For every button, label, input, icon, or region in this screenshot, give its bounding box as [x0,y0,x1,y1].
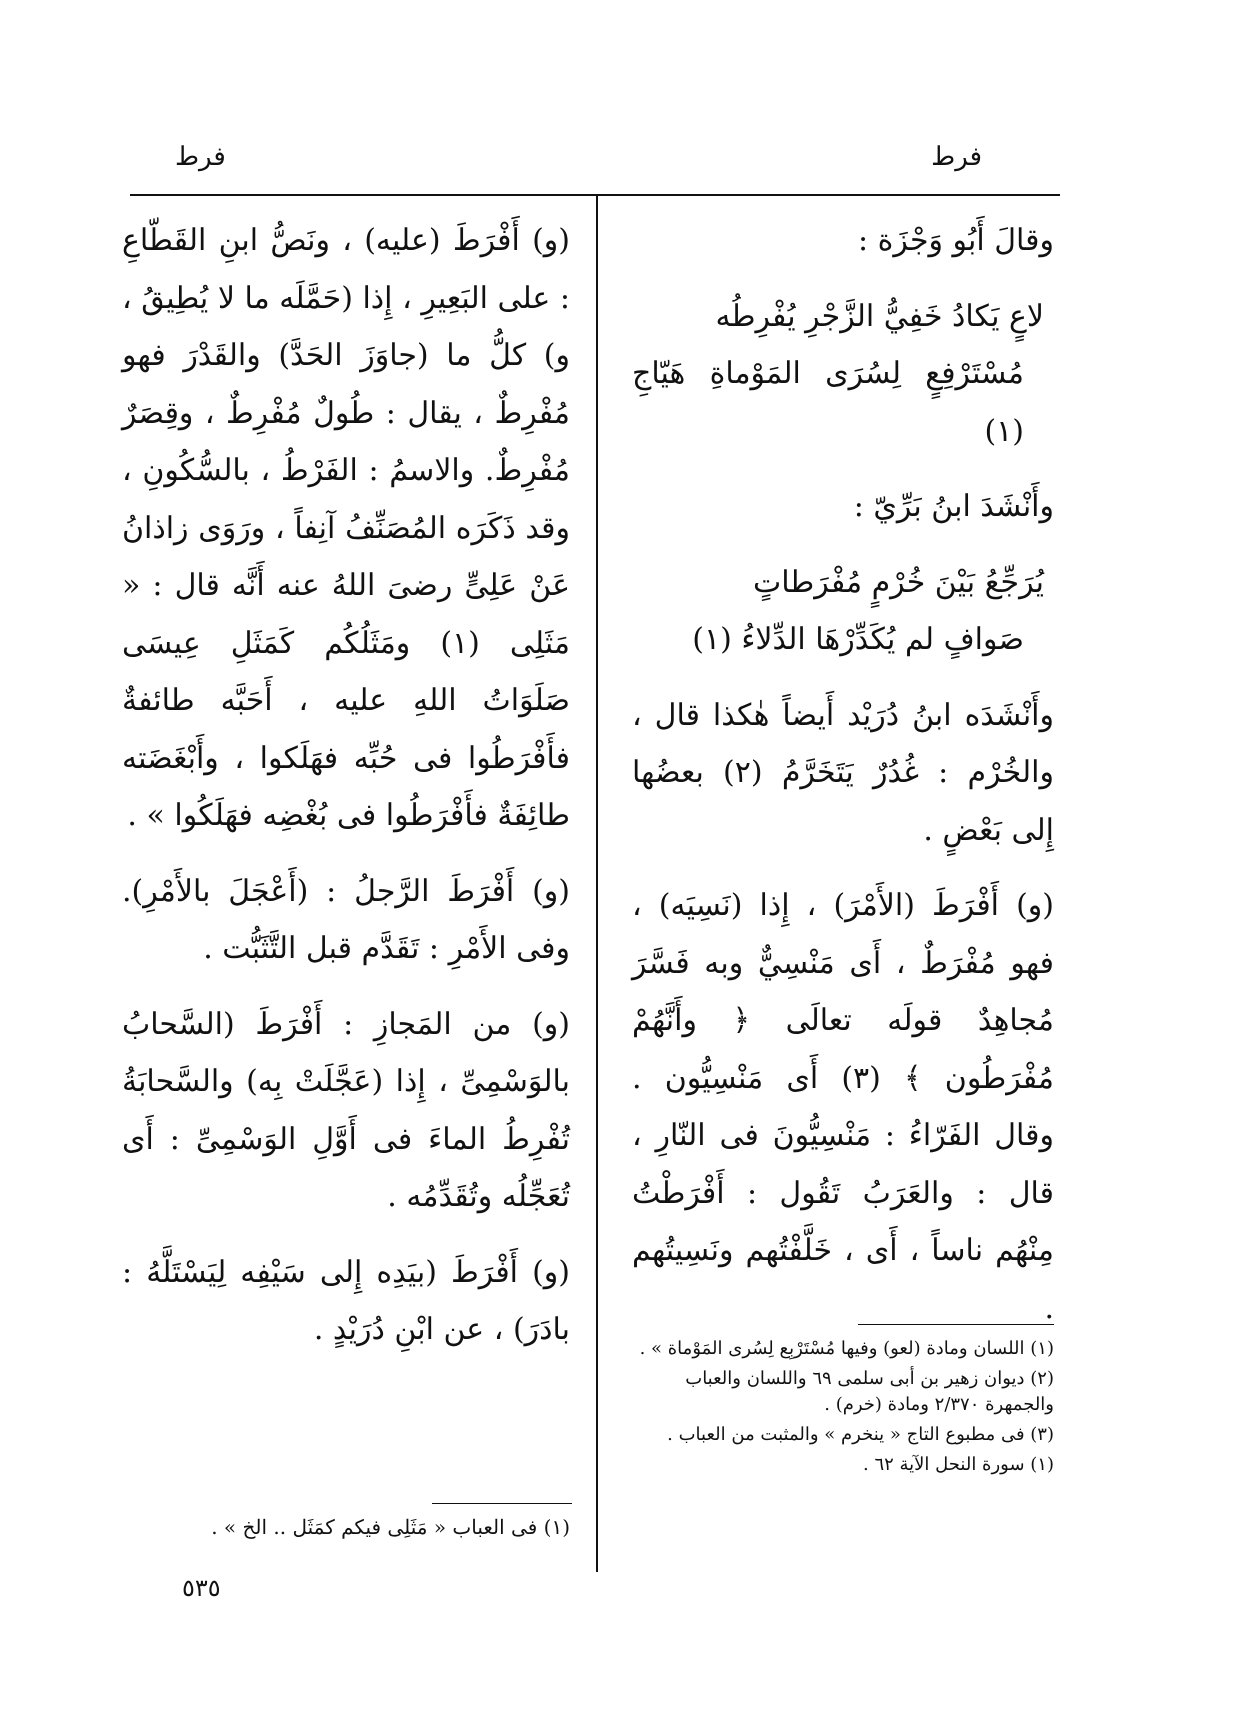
verse2-line2: صَوافٍ لم يُكَدِّرْهَا الدِّلاءُ (١) [692,622,1024,657]
right-column [632,212,1054,1355]
column-divider [596,196,598,1572]
page-number: ٥٣٥ [182,1574,221,1602]
footnote-rule-right [858,1324,1054,1325]
running-header-right: فرط [931,142,982,172]
paragraph-afrata-alayh: (و) أَفْرَطَ (عليه) ، ونَصُّ ابنِ القَطّاعِ : على البَعِيرِ ، إِذا (حَمَّلَه ما لا يُطِيقُ ، و) كلُّ ما (جاوَزَ الحَدَّ) والقَدْرَ فهو مُفْرِطٌ ، يقال : طُولٌ مُفْرِطٌ ، وقِصَرٌ مُفْرِطٌ. والاسمُ : الفَرْطُ ، بالسُّكُونِ ، وقد ذَكَرَه المُصَنِّفُ آنِفاً ، ورَوَى زاذانُ عَنْ عَلِىٍّ رضىَ اللهُ عنه أَنَّه قال : « مَثَلِى (١) ومَثَلُكُم كَمَثَلِ عِيسَى صَلَوَاتُ اللهِ عليه ، أَحَبَّه طائفةٌ فأَفْرَطُوا فى حُبِّه فهَلَكوا ، وأَبْغَضَته طائِفَةٌ فأَفْرَطُوا فى بُغْضِه فهَلَكُوا » . [122,223,570,833]
footnote-right-4: (١) سورة النحل الآية ٦٢ . [862,1454,1054,1475]
paragraph-majaz: (و) من المَجازِ : أَفْرَطَ (السَّحابُ بالوَسْمِىِّ ، إِذا (عَجَّلَتْ بِه) والسَّحابَةُ تُفْرِطُ الماءَ فى أَوَّلِ الوَسْمِىِّ : أَى تُعَجِّلُه وتُقَدِّمُه . [122,1006,570,1214]
footnote-right-3: (٣) فى مطبوع التاج « ينخرم » والمثبت من العباب . [667,1424,1054,1445]
running-header-left: فرط [175,142,226,172]
verse2-line1: يُرَجِّعُ بَيْنَ خُرْمٍ مُفْرَطاتٍ [753,564,1044,600]
verse1-line2: مُسْتَرْفِعٍ لِسُرَى المَوْماةِ هَيّاجِ (١) [632,356,1024,449]
paragraph-afrata-amr: (و) أَفْرَطَ (الأَمْرَ) ، إِذا (نَسِيَه) ، فهو مُفْرَطٌ ، أَى مَنْسِيٌّ وبه فَسَّرَ مُجاهِدٌ قولَه تعالَى ﴿ وأَنَّهُمْ مُفْرَطُون ﴾ (٣) أَى مَنْسِيُّون . وقال الفَرّاءُ : مَنْسِيُّونَ فى النّارِ ، قال : والعَرَبُ تَقُول : أَفْرَطْتُ مِنْهُم ناساً ، أَى ، خَلَّفْتُهم ونَسِيتُهم . [632,888,1054,1326]
verse1-line1: لاعٍ يَكادُ خَفِيُّ الزَّجْرِ يُفْرِطُه [715,298,1044,334]
intro-ibn-barri: وأَنْشَدَ ابنُ بَرِّيّ : [853,489,1054,524]
footnote-right-1: (١) اللسان ومادة (لعو) وفيها مُسْتَرْبِع لِسُرى المَوْماة » . [639,1338,1054,1359]
header-rule [130,194,1060,196]
paragraph-rajul: (و) أَفْرَطَ الرَّجلُ : (أَعْجَلَ بالأَمْرِ). وفى الأَمْرِ : تَقَدَّم قبل التَّثَبُّت . [122,873,570,966]
footnote-left: (١) فى العباب « مَثَلِى فيكم كمَثَل .. الخ » . [211,1515,570,1539]
left-column [122,212,570,1377]
intro-abu-wajza: وقالَ أَبُو وَجْزَة : [858,223,1054,258]
footnotes-right [632,1336,1054,1482]
footnote-right-2: (٢) ديوان زهير بن أبى سلمى ٦٩ واللسان والعباب والجمهرة ٢/٣٧٠ ومادة (خرم) . [685,1368,1054,1415]
footnote-rule-left [432,1503,572,1504]
paragraph-sayf: (و) أَفْرَطَ (بيَدِه إِلى سَيْفِه لِيَسْتَلَّهُ : بادَرَ) ، عن ابْنِ دُرَيْدٍ . [122,1254,570,1347]
paragraph-ibn-durayd: وأَنْشَدَه ابنُ دُرَيْد أَيضاً هٰكذا قال ، والخُرْم : غُدُرٌ يَتَخَرَّمُ (٢) بعضُها إِلى بَعْضٍ . [632,697,1054,848]
